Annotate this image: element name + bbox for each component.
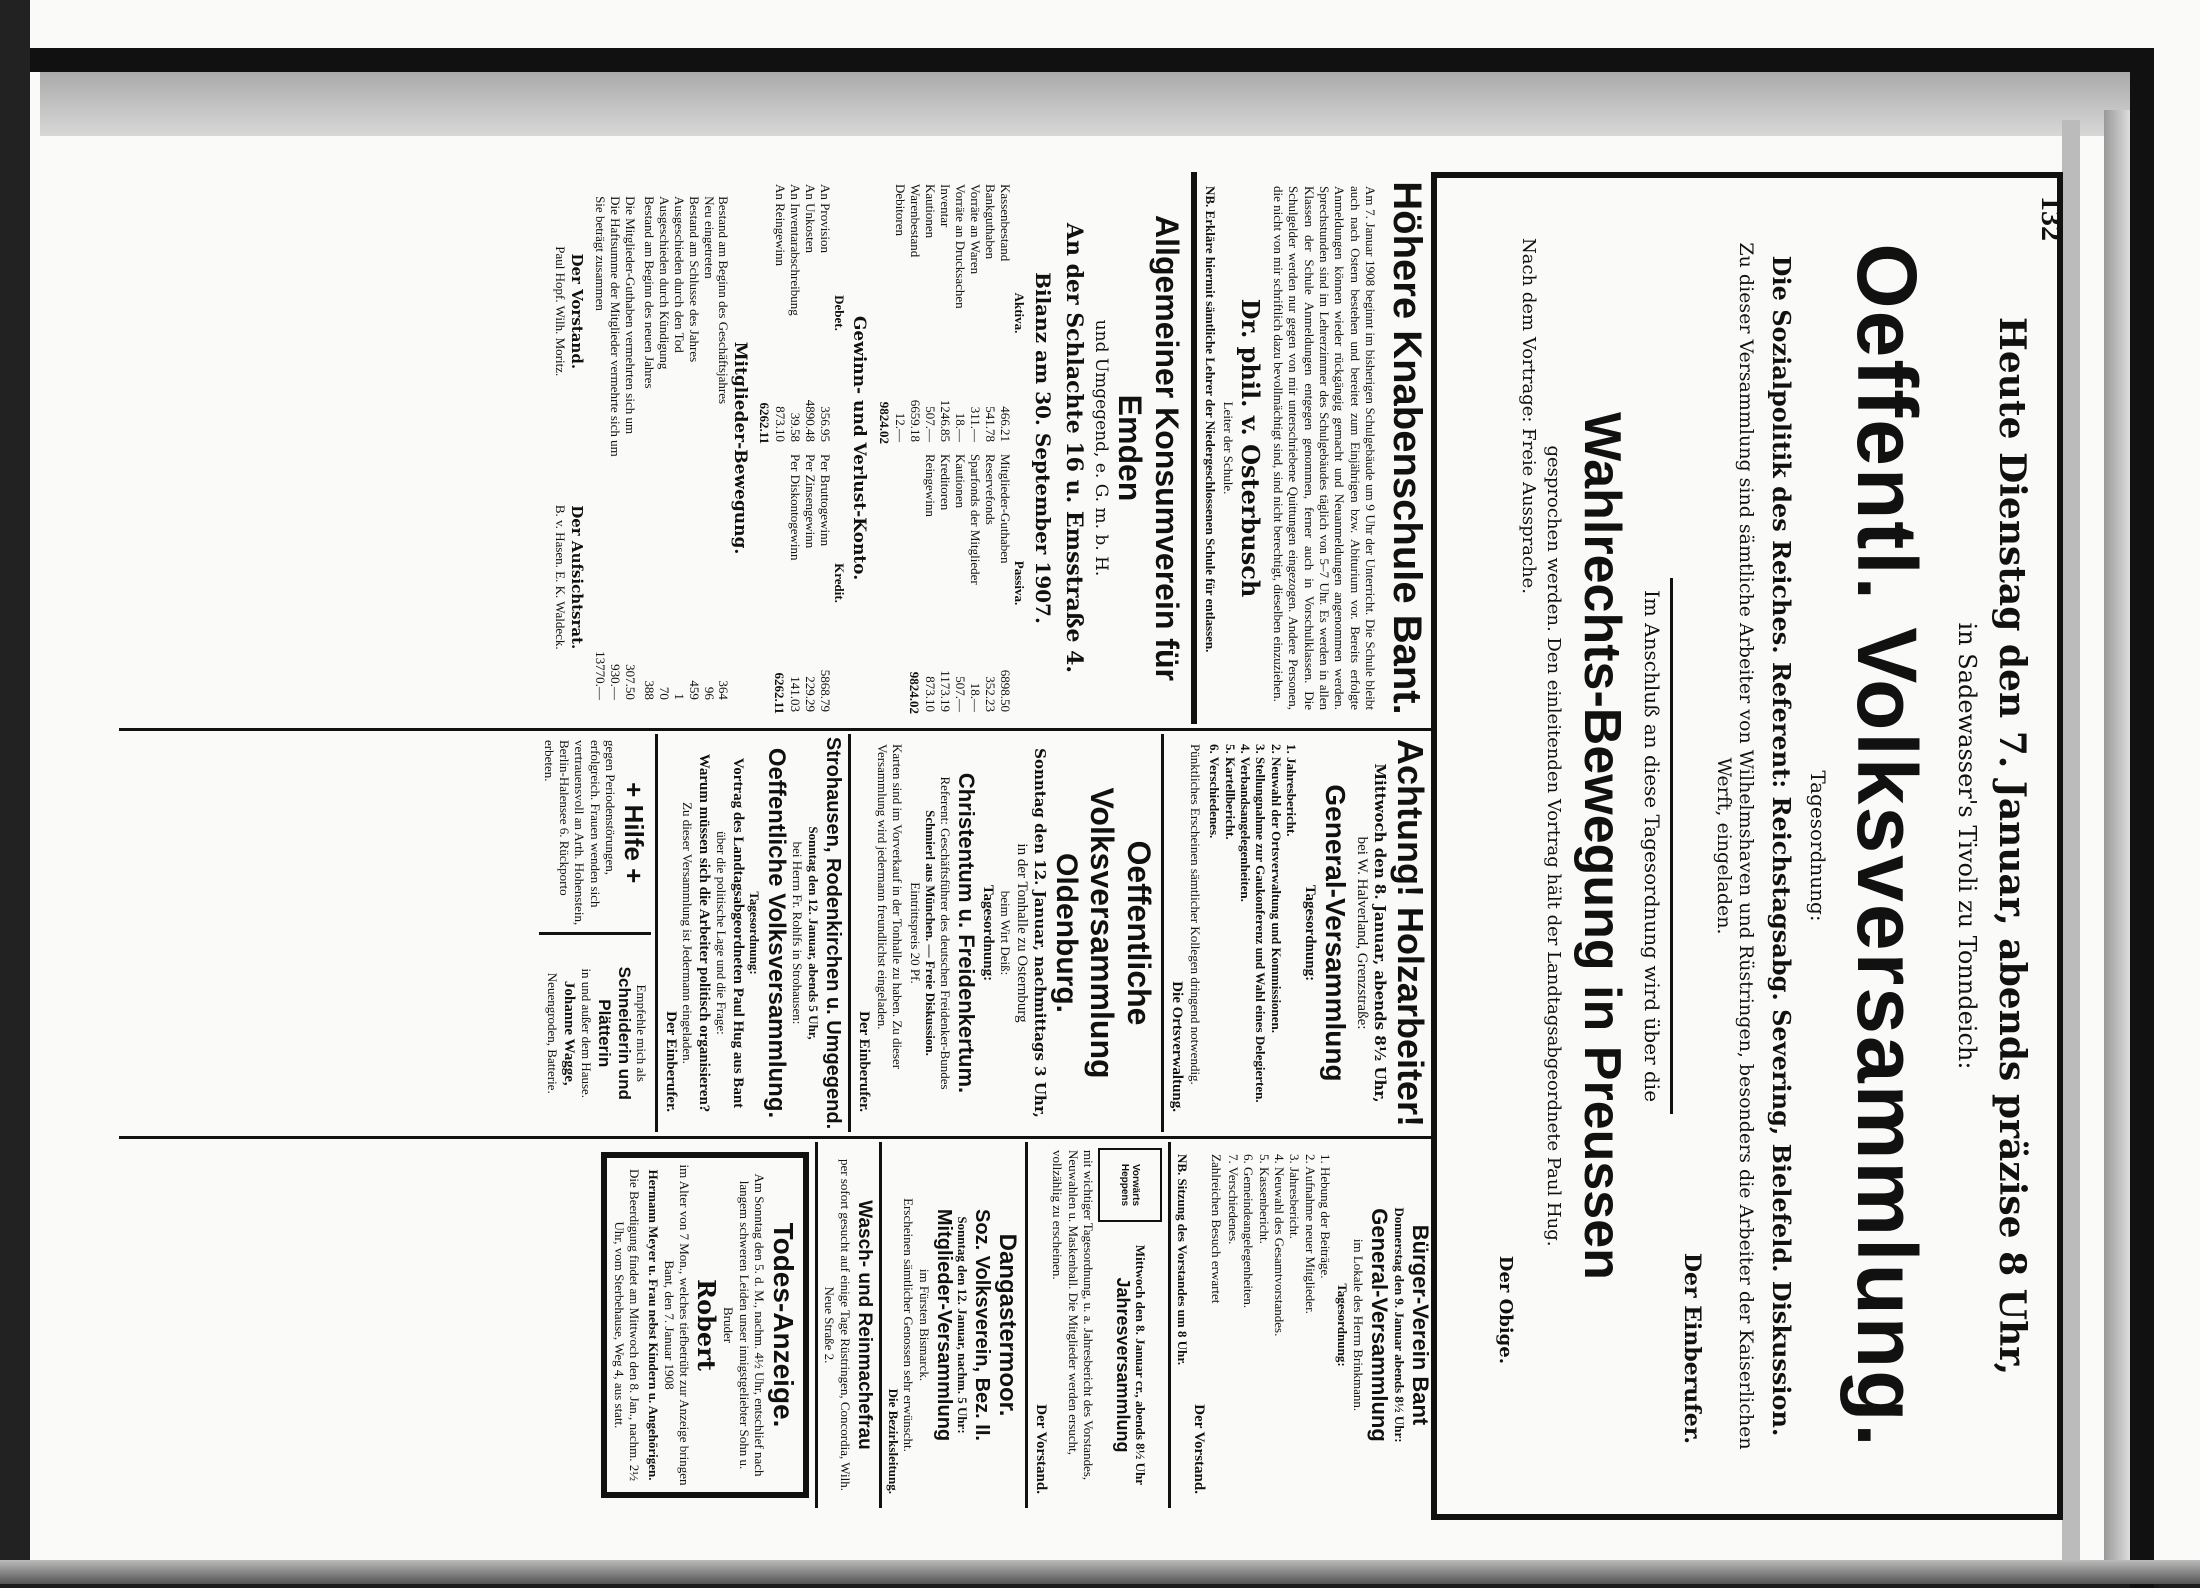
ad-einberufer: Der Einberufer.: [1679, 1252, 1705, 1444]
strohausen-place: bei Herrn Fr. Rohlfs in Strohausen:: [790, 841, 806, 1025]
ad-main-title: Oeffentl. Volksversammlung.: [1840, 243, 1934, 1449]
dangast-text: Erscheinen sämtlicher Genossen sehr erwünscht.: [901, 1198, 917, 1452]
members-label: Ausgeschieden durch den Tod: [671, 196, 687, 353]
guv-debet: [756, 182, 846, 444]
aktiva-row: [967, 182, 982, 444]
holz-agenda-item: 5. Kartellbericht.: [1222, 744, 1238, 840]
aktiva-label: Aktiva.: [1012, 292, 1028, 334]
todes-name: Robert: [692, 1279, 722, 1371]
scan-frame-top: [30, 48, 2150, 72]
members-row: [671, 194, 686, 702]
strohausen-invite: Zu dieser Versammlung ist Jedermann eingeladen.: [680, 802, 696, 1064]
vorwaerts-date: Mittwoch den 8. Januar cr., abends 8½ Uhr: [1133, 1244, 1149, 1486]
passiva-label: Kautionen: [952, 454, 968, 509]
aktiva-sum: 9824.02: [877, 401, 893, 444]
vorwaerts-text: mit wichtiger Tagesordnung, u. a. Jahresbericht des Vorstandes, Neuwahlen u. Maskenball. Die Mitglieder werden ersucht, vollzählig zu erscheinen.: [1050, 1150, 1097, 1481]
konsum-signatures: [551, 172, 588, 724]
debet-label: Debet.: [831, 295, 847, 331]
aktiva-value: 12.—: [893, 412, 909, 442]
scan-left-edge: [0, 0, 30, 1584]
kredit-value: 141.03: [787, 676, 803, 712]
guthaben-value: 930.—: [607, 664, 623, 700]
members-row: [716, 194, 731, 702]
passiva-label: Sparfonds der Mitglieder: [967, 454, 983, 585]
buerger-nb: NB. Sitzung des Vorstandes um 8 Uhr.: [1175, 1154, 1191, 1366]
dangast-date: Sonntag den 12. Januar, nachm. 5 Uhr:: [955, 1216, 971, 1434]
holz-sign: Die Ortsverwaltung.: [1168, 981, 1185, 1112]
oldenburg-date: Sonntag den 12. Januar, nachmittags 3 Uhr,: [1030, 748, 1049, 1118]
scan-frame-right: [2130, 48, 2154, 1588]
passiva-label: Mitglieder-Guthaben: [997, 454, 1013, 564]
ad-topic: Die Sozialpolitik des Reiches. Referent: Reichstagsabg. Severing, Bielefeld. Diskussion.: [1767, 255, 1796, 1437]
passiva-value: 507.—: [952, 676, 968, 712]
hilfe-text: gegen Periodenstörungen, erfolgreich. Frauen wenden sich vertrauensvoll an Arth. Hohenstein, Berlin-Halensee 6. Rückporto erbeten.: [541, 740, 619, 926]
schneiderin-sub: in und außer dem Hause.: [578, 968, 594, 1099]
hilfe-title: + Hilfe +: [619, 782, 650, 884]
guv-kredit: [756, 452, 846, 714]
guthaben-row: [592, 194, 607, 702]
kredit-label: Kredit.: [831, 563, 847, 603]
members-title: Mitglieder-Bewegung.: [730, 341, 751, 555]
guthaben-value: 307.50: [622, 664, 638, 700]
strohausen-title2: Oeffentliche Volksversammlung.: [763, 747, 791, 1119]
column-rule-1: [119, 728, 1437, 731]
buerger-agenda-item: 6. Gemeindeangelegenheiten.: [1241, 1154, 1257, 1309]
aktiva-row: [922, 182, 937, 444]
passiva-label: Reingewinn: [923, 454, 939, 517]
debet-row: [787, 182, 802, 444]
passiva-row: [937, 452, 952, 714]
kredit-table: [787, 452, 832, 714]
ad-volksversammlung-box: [1431, 172, 2063, 1520]
oldenburg-title: Oeffentliche Volksversammlung: [1083, 787, 1157, 1079]
kredit-row: [817, 452, 832, 714]
holz-title2: General-Versammlung: [1320, 784, 1351, 1082]
debet-label: An Unkosten: [802, 184, 818, 253]
konsum-guv: [754, 172, 848, 724]
dangast-sign: Die Bezirksleitung.: [886, 1388, 902, 1494]
holz-agenda-item: 3. Stellungnahme zur Gaukonferenz und Wahl eines Delegierten.: [1253, 744, 1269, 1103]
ad-agenda-label: Tagesordnung:: [1806, 770, 1830, 922]
schneiderin-name: Johanne Wagge,: [561, 980, 578, 1086]
ad-gesprochen: gesprochen werden. Den einleitenden Vortrag hält der Landtagsabgeordnete Paul Hug.: [1543, 445, 1564, 1247]
passiva-row: [982, 452, 997, 714]
aktiva-label: Inventar: [937, 184, 953, 228]
aufsichtsrat-names: B. v. Hasen. E. K. Waldeck.: [553, 504, 569, 650]
members-label: Ausgeschieden durch Kündigung: [656, 196, 672, 370]
oldenburg-eintritt: Eintrittspreis 20 Pf.: [907, 882, 923, 984]
guthaben-label: Sie beträgt zusammen: [592, 196, 608, 311]
debet-row: [772, 182, 787, 444]
holz-agenda-item: 4. Verbandsangelegenheiten.: [1238, 744, 1254, 902]
page-edge: [2062, 120, 2080, 1584]
konsum-address: An der Schlachte 16 u. Emsstraße 4.: [1061, 222, 1088, 674]
aktiva-table: [892, 182, 1012, 444]
buerger-agenda-item: 2. Aufnahme neuer Mitglieder.: [1302, 1154, 1318, 1314]
bilanz-aktiva: [877, 182, 1027, 444]
ad-aussprache: Nach dem Vortrage: Freie Aussprache.: [1518, 238, 1539, 595]
passiva-row: [952, 452, 967, 714]
buerger-note: Zahlreichen Besuch erwartet: [1208, 1154, 1224, 1304]
vorwaerts-sign: Der Vorstand.: [1033, 1404, 1050, 1494]
konsum-bilanz: [873, 172, 1031, 724]
debet-value: 356.95: [817, 406, 833, 442]
holz-date: Mittwoch den 8. Januar, abends 8½ Uhr,: [1371, 763, 1389, 1103]
strohausen-topic2: über die politische Lage und die Frage:: [713, 831, 729, 1035]
dangast-title2: Soz. Volksverein, Bez. II.: [971, 1209, 994, 1441]
passiva-label: Kreditoren: [937, 454, 953, 511]
guthaben-label: Die Haftsumme der Mitglieder vermehrte sich um: [607, 196, 623, 457]
buerger-agenda-item: 5. Kassenbericht.: [1256, 1154, 1272, 1244]
schneiderin-title: Schneiderin und Plätterin: [594, 966, 634, 1100]
kredit-row: [802, 452, 817, 714]
debet-table: [772, 182, 832, 444]
strohausen-topic: Vortrag des Landtagsabgeordneten Paul Hug aus Bant: [729, 757, 746, 1109]
guv-title: Gewinn- und Verlust-Konto.: [848, 315, 869, 581]
strohausen-agenda-label: Tagesordnung:: [747, 891, 763, 975]
members-row: [686, 194, 701, 702]
holz-agenda-item: 2. Neuwahl der Ortsverwaltung und Kommissionen.: [1268, 744, 1284, 1034]
ad-vorwaerts: [1096, 1142, 1164, 1508]
aktiva-label: Kassenbestand: [997, 184, 1013, 262]
members-row: [701, 194, 716, 702]
oldenburg-host: beim Wirt Deiß:: [997, 890, 1013, 976]
todes-title: Todes-Anzeige.: [768, 1222, 800, 1428]
ad-invite: Zu dieser Versammlung sind sämtliche Arbeiter von Wilhelmshaven und Rüstringen, besonders die Arbeiter der Kaiserlichen Werft, eingeladen.: [1713, 242, 1757, 1450]
buerger-place: im Lokale des Herrn Brinkmann.: [1350, 1238, 1366, 1412]
debet-value: 39.58: [787, 412, 803, 442]
konsum-title: Allgemeiner Konsumverein für Emden: [1112, 215, 1186, 681]
aufsichtsrat-label: Der Aufsichtsrat.: [568, 505, 587, 650]
passiva-sum: 9824.02: [907, 671, 923, 714]
buerger-agenda-label: Tagesordnung:: [1335, 1283, 1351, 1367]
school-role: Leiter der Schule.: [1220, 401, 1236, 495]
waesche-text: per sofort gesucht auf einige Tage Rüstringen, Concordia, Wilh. Neue Straße 2.: [822, 1158, 853, 1492]
debet-row: [802, 182, 817, 444]
dangast-title3: Mitglieder-Versammlung: [932, 1208, 955, 1442]
passiva-row: [967, 452, 982, 714]
buerger-title: Bürger-Verein Bant: [1408, 1224, 1433, 1426]
holz-title: Achtung! Holzarbeiter!: [1390, 738, 1431, 1127]
members-row: [641, 194, 656, 702]
aktiva-label: Warenbestand: [908, 184, 924, 258]
kredit-label: Per Bruttogewinn: [817, 454, 833, 547]
column-right: [119, 1142, 1437, 1508]
members-table: [641, 194, 731, 702]
oldenburg-place: in der Tonhalle zu Osternburg: [1013, 843, 1030, 1023]
holz-agenda-item: 6. Verschiedenes.: [1207, 744, 1223, 839]
members-row: [656, 194, 671, 702]
passiva-value: 352.23: [982, 676, 998, 712]
column-middle: [119, 734, 1437, 1132]
aktiva-label: Debitoren: [893, 184, 909, 236]
buerger-sign: Der Vorstand.: [1191, 1404, 1208, 1494]
holz-note: Pünktliches Erscheinen sämtlicher Kollegen dringend notwendig.: [1188, 744, 1204, 1085]
passiva-table: [922, 452, 1012, 714]
strohausen-question: Warum müssen sich die Arbeiter politisch organisieren?: [696, 753, 713, 1113]
page-number: 132: [2035, 196, 2068, 241]
debet-label: An Reingewinn: [772, 184, 788, 266]
oldenburg-sign: Der Einberufer.: [855, 1011, 872, 1112]
todes-text: Am Sonntag den 5. d. M., nachm. 4½ Uhr, entschlief nach langem schweren Leiden unser innigstgeliebter Sohn u. Bruder: [721, 1173, 768, 1477]
school-title: Höhere Knabenschule Bant.: [1385, 181, 1429, 715]
bilanz-passiva: [877, 452, 1027, 714]
buerger-agenda-item: 1. Hebung der Beiträge.: [1318, 1154, 1334, 1279]
vorwaerts-logo: Vorwärts Heppens: [1098, 1148, 1162, 1222]
school-nb: NB. Erkläre hiermit sämtliche Lehrer der Niedergeschlossenen Schule für entlassen.: [1203, 186, 1219, 653]
ad-wahlrecht-title: Wahlrechts-Bewegung in Preussen: [1573, 412, 1631, 1280]
buerger-title2: General-Versammlung: [1366, 1208, 1392, 1442]
waesche-title: Wasch- und Reinmachefrau: [853, 1200, 875, 1450]
newspaper-page: [119, 172, 2063, 1520]
ad-schneiderin: [539, 935, 651, 1133]
passiva-value: 6898.50: [997, 669, 1013, 712]
buerger-agenda-list: [1224, 1142, 1335, 1508]
members-label: Bestand am Beginn des neuen Jahres: [641, 196, 657, 389]
oldenburg-topic: Christentum u. Freidenkertum.: [954, 772, 980, 1094]
kredit-row: [787, 452, 802, 714]
aktiva-value: 1246.85: [937, 399, 953, 442]
oldenburg-referent: Referent: Geschäftsführer des deutschen Freidenker-Bundes: [938, 776, 954, 1090]
kredit-label: Per Diskontogewinn: [787, 454, 803, 561]
small-ads-row: [539, 734, 651, 1132]
aktiva-row: [952, 182, 967, 444]
vorstand-label: Der Vorstand.: [568, 253, 587, 370]
passiva-label: Passiva.: [1012, 560, 1028, 606]
aktiva-row: [982, 182, 997, 444]
aktiva-value: 6659.18: [908, 399, 924, 442]
passiva-row: [997, 452, 1012, 714]
column-rule-2: [119, 1136, 1437, 1139]
oldenburg-agenda-label: Tagesordnung:: [980, 884, 997, 982]
book-top-edge: [40, 72, 2130, 136]
column-school-konsum: [119, 172, 1437, 724]
ad-obige: Der Obige.: [1495, 1255, 1516, 1364]
todes-family: Hermann Meyer u. Frau nebst Kindern u. Angehörigen.: [646, 1169, 662, 1481]
ad-venue-line: in Sadewasser's Tivoli zu Tonndeich:: [1953, 622, 1981, 1070]
aktiva-row: [892, 182, 907, 444]
aktiva-row: [937, 182, 952, 444]
members-value: 1: [671, 693, 687, 700]
members-label: Bestand am Schlusse des Jahres: [686, 196, 702, 363]
holz-agenda-label: Tagesordnung:: [1302, 884, 1318, 982]
aktiva-value: 507.—: [923, 406, 939, 442]
kredit-sum: 6262.11: [771, 672, 787, 714]
aktiva-row: [997, 182, 1012, 444]
members-label: Bestand am Beginn des Geschäftsjahres: [716, 196, 732, 405]
members-value: 364: [716, 680, 732, 700]
strohausen-title: Strohausen, Rodenkirchen u. Umgegend.: [821, 736, 844, 1130]
aktiva-value: 18.—: [952, 412, 968, 442]
strohausen-sign: Der Einberufer.: [663, 1011, 680, 1112]
oldenburg-karten: Karten sind im Vorverkauf in der Tonhalle zu haben. Zu dieser Versammlung wird jedermann freundlichst eingeladen.: [875, 744, 906, 1070]
passiva-value: 873.10: [923, 676, 939, 712]
todes-text2: im Alter von 7 Mon., welches tiefbetrübt zur Anzeige bringen Bant, den 7. Januar 1908: [661, 1164, 693, 1486]
debet-sum: 6262.11: [756, 402, 772, 444]
holz-agenda-list: [1205, 734, 1301, 1132]
passiva-value: 1173.19: [937, 670, 953, 712]
guthaben-value: 13770.—: [592, 651, 608, 700]
aktiva-value: 311.—: [967, 406, 983, 442]
strohausen-date: Sonntag den 12. Januar, abends 5 Uhr,: [805, 826, 821, 1040]
oldenburg-referent2: Schmierl aus München. — Freie Diskussion.: [923, 810, 939, 1056]
buerger-agenda-item: 3. Jahresbericht.: [1287, 1154, 1303, 1239]
guthaben-row: [607, 194, 622, 702]
konsum-bilanz-title: Bilanz am 30. September 1907.: [1031, 272, 1056, 624]
dangast-place: im Fürsten Bismarck.: [916, 1268, 932, 1382]
buerger-agenda-item: 7. Verschiedenes.: [1226, 1154, 1242, 1245]
schneiderin-intro: Empfehle mich als: [634, 984, 650, 1082]
school-text: Am 7. Januar 1908 beginnt im bisherigen Schulgebäude um 9 Uhr der Unterricht. Die Schule bleibt auch nach Ostern bestehen und bereitet zum Einjährigen bzw. Abiturium vor. Bereits erfolgte Anmeldungen können wieder rückgängig gemacht und Neuanmeldungen angenommen werden. Sprechstunden sind im Lehrerzimmer des Schulgebäudes täglich von 5–7 Uhr. Es werden in allen Klassen der Schule Anmeldungen entgegen genommen, ferner auch in Vorschulklassen. Die Schulgelder werden nur gegen von mir unterschriebene Quittungen eingezogen. Andere Personen, die nicht von mir schriftlich dazu bevollmächtigt sind, sind nicht berechtigt, dieselben einzuziehen.: [1271, 186, 1378, 710]
kredit-value: 5868.79: [817, 669, 833, 712]
ad-todesanzeige: [601, 1152, 809, 1498]
ad-hilfe: [539, 734, 651, 935]
members-value: 70: [656, 686, 672, 700]
school-signature: Dr. phil. v. Osterbusch: [1235, 298, 1265, 598]
aktiva-value: 541.78: [982, 406, 998, 442]
aktiva-label: Vorräte an Waren: [967, 184, 983, 275]
buerger-date: Donnerstag den 9. Januar abends 8½ Uhr:: [1392, 1207, 1407, 1443]
passiva-row: [922, 452, 937, 714]
debet-label: An Inventarabschreibung: [787, 184, 803, 316]
aktiva-label: Kautionen: [923, 184, 939, 239]
debet-label: An Provision: [817, 184, 833, 253]
debet-value: 873.10: [772, 406, 788, 442]
guthaben-row: [622, 194, 637, 702]
members-value: 388: [641, 680, 657, 700]
kredit-label: Per Zinsengewinn: [802, 454, 818, 549]
konsum-sub: und Umgegend, e. G. m. b. H.: [1091, 319, 1112, 577]
members-value: 96: [701, 686, 717, 700]
schneiderin-addr: Neuengroden, Batterie.: [545, 972, 561, 1094]
aktiva-label: Vorräte an Drucksachen: [952, 184, 968, 309]
dangast-title: Dangastermoor.: [994, 1233, 1022, 1417]
passiva-label: Reservefonds: [982, 454, 998, 525]
ad-anschluss: Im Anschluß an diese Tagesordnung wird über die: [1640, 589, 1664, 1103]
oldenburg-city: Oldenburg.: [1049, 853, 1083, 1013]
ad-date-line: Heute Dienstag den 7. Januar, abends präzise 8 Uhr,: [1991, 316, 2033, 1376]
vorwaerts-title: Jahresversammlung: [1112, 1277, 1133, 1453]
guthaben-label: Die Mitglieder-Guthaben vermehrten sich um: [622, 196, 638, 435]
passiva-value: 18.—: [967, 682, 983, 712]
guthaben-table: [592, 194, 637, 702]
todes-funeral: Die Beerdigung findet am Mittwoch den 8. Jan., nachm. 2½ Uhr, vom Sterbehause, Weg 4, aus statt.: [611, 1169, 643, 1481]
aktiva-row: [907, 182, 922, 444]
buerger-agenda-item: 4. Neuwahl des Gesamtvorstandes.: [1272, 1154, 1288, 1337]
scan-bottom-edge: [0, 1560, 2200, 1584]
members-label: Neu eingetreten: [701, 196, 717, 279]
members-value: 459: [686, 680, 702, 700]
holz-place: bei W. Halverland, Grenzstraße:: [1354, 836, 1370, 1030]
debet-row: [817, 182, 832, 444]
book-spine: [2104, 110, 2130, 1584]
vorstand-names: Paul Hopf. Wilh. Moritz.: [553, 246, 569, 377]
holz-agenda-item: 1. Jahresbericht.: [1284, 744, 1299, 837]
debet-value: 4890.48: [802, 399, 818, 442]
kredit-value: 229.29: [802, 676, 818, 712]
aktiva-value: 466.21: [997, 406, 1013, 442]
aktiva-label: Bankguthaben: [982, 184, 998, 260]
